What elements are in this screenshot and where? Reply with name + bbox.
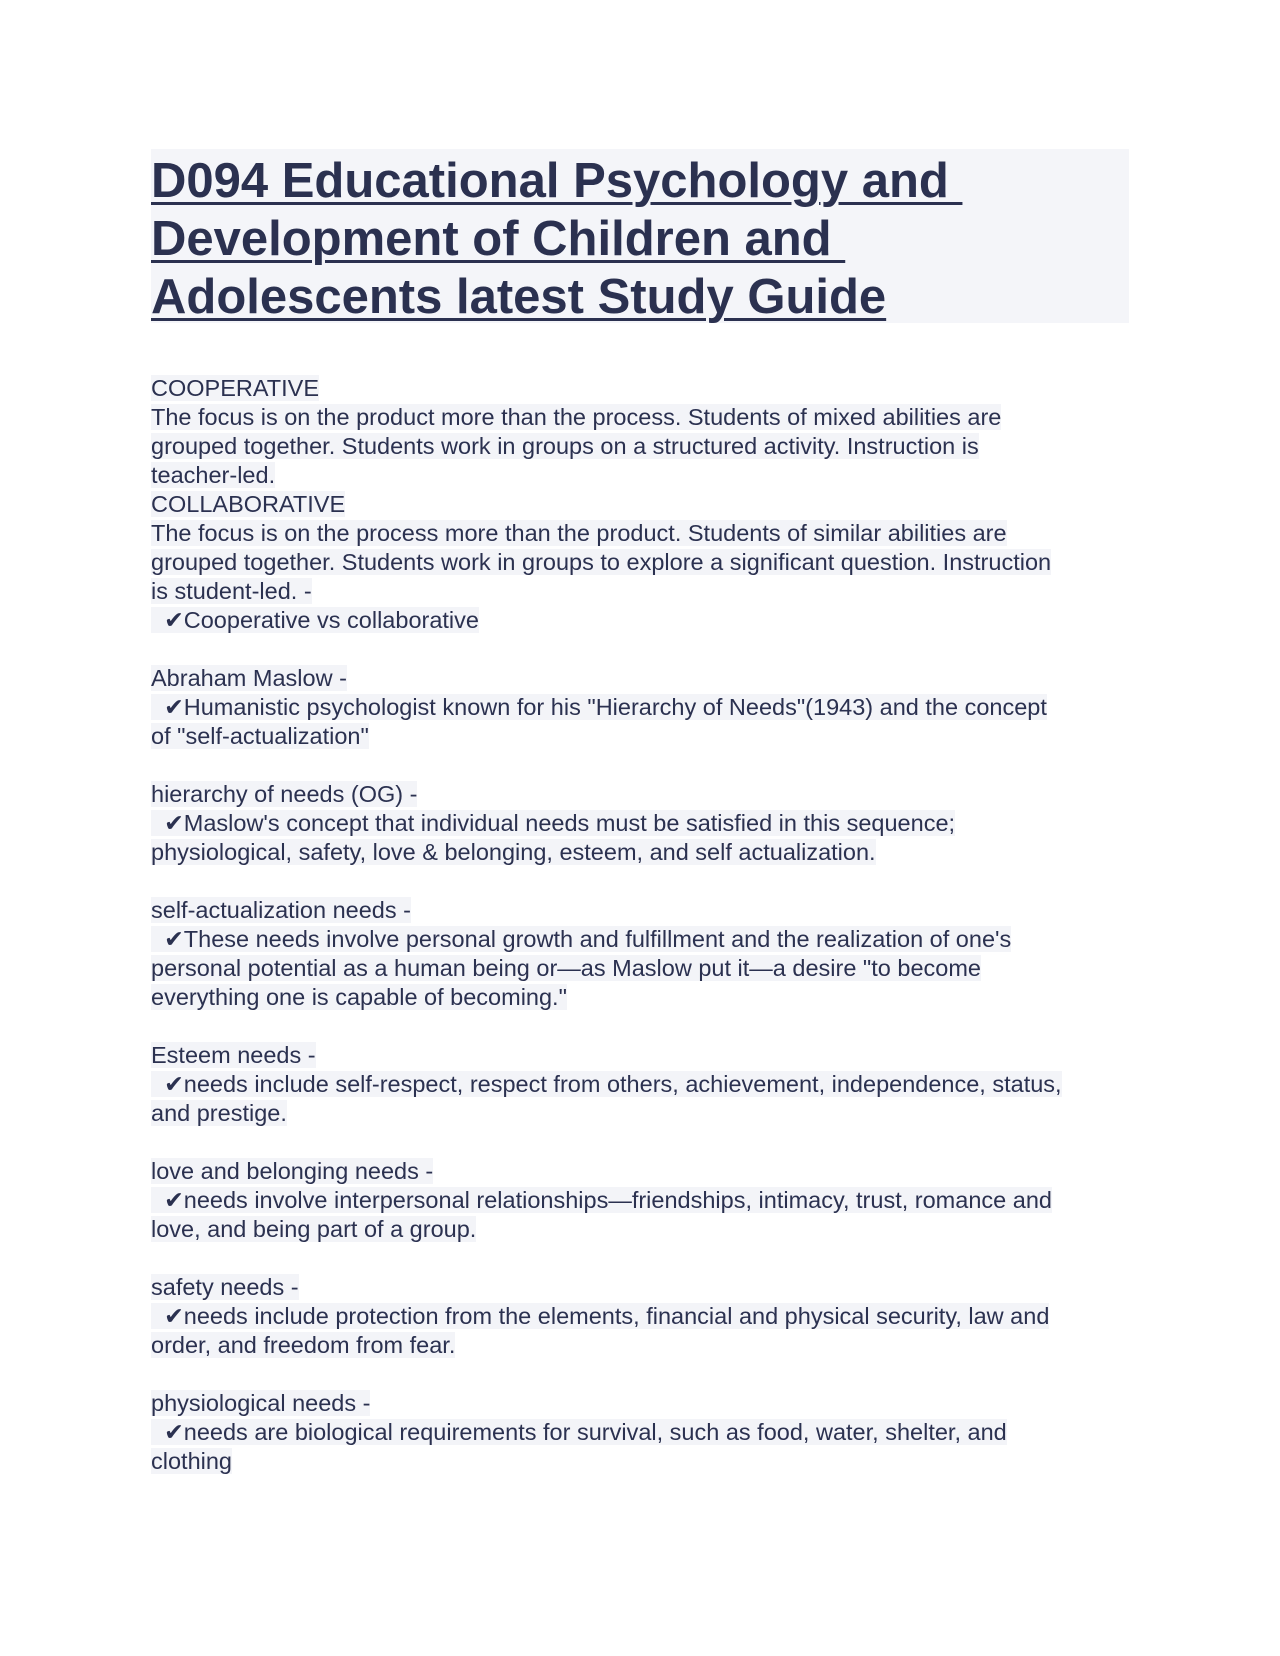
card-answer-line: order, and freedom from fear. bbox=[151, 1332, 456, 1358]
card-term: love and belonging needs - bbox=[151, 1158, 434, 1184]
collaborative-heading: COLLABORATIVE bbox=[151, 491, 346, 517]
title-line: Adolescents latest Study Guide bbox=[151, 270, 887, 324]
collaborative-text-line: is student-led. - bbox=[151, 578, 312, 604]
card-answer-line: needs involve interpersonal relationships—friendships, intimacy, trust, romance and bbox=[183, 1187, 1052, 1213]
card-abraham-maslow bbox=[151, 664, 1141, 751]
card-term: hierarchy of needs (OG) - bbox=[151, 781, 418, 807]
card-cooperative-collaborative bbox=[151, 374, 1141, 635]
card-term: Esteem needs - bbox=[151, 1042, 316, 1068]
card-answer-line: everything one is capable of becoming." bbox=[151, 984, 567, 1010]
check-icon: ✔ bbox=[164, 1071, 184, 1097]
collaborative-text-line: grouped together. Students work in groups to explore a significant question. Instruction bbox=[151, 549, 1052, 575]
card-self-actualization-needs bbox=[151, 896, 1141, 1012]
card-hierarchy-of-needs bbox=[151, 780, 1141, 867]
check-icon: ✔ bbox=[164, 810, 184, 836]
card-answer: Cooperative vs collaborative bbox=[183, 607, 479, 633]
card-answer-line: needs include self-respect, respect from others, achievement, independence, status, bbox=[183, 1071, 1062, 1097]
check-icon: ✔ bbox=[164, 1187, 184, 1213]
card-answer-line: personal potential as a human being or—as Maslow put it—a desire "to become bbox=[151, 955, 981, 981]
check-icon: ✔ bbox=[164, 926, 184, 952]
check-icon: ✔ bbox=[164, 1419, 184, 1445]
collaborative-text-line: The focus is on the process more than the product. Students of similar abilities are bbox=[151, 520, 1007, 546]
cooperative-text-line: The focus is on the product more than the process. Students of mixed abilities are bbox=[151, 404, 1002, 430]
cooperative-heading: COOPERATIVE bbox=[151, 375, 320, 401]
card-term: self-actualization needs - bbox=[151, 897, 411, 923]
card-answer-line: needs are biological requirements for survival, such as food, water, shelter, and bbox=[183, 1419, 1007, 1445]
card-answer-line: of "self-actualization" bbox=[151, 723, 369, 749]
card-safety-needs bbox=[151, 1273, 1141, 1360]
card-love-belonging-needs bbox=[151, 1157, 1141, 1244]
card-esteem-needs bbox=[151, 1041, 1141, 1128]
check-icon: ✔ bbox=[164, 607, 184, 633]
cooperative-text-line: teacher-led. bbox=[151, 462, 276, 488]
card-term: physiological needs - bbox=[151, 1390, 371, 1416]
title-line: D094 Educational Psychology and bbox=[151, 154, 963, 208]
card-term: Abraham Maslow - bbox=[151, 665, 347, 691]
card-answer-line: physiological, safety, love & belonging, esteem, and self actualization. bbox=[151, 839, 876, 865]
card-term: safety needs - bbox=[151, 1274, 299, 1300]
card-answer-line: love, and being part of a group. bbox=[151, 1216, 477, 1242]
card-answer-line: and prestige. bbox=[151, 1100, 287, 1126]
card-answer-line: These needs involve personal growth and fulfillment and the realization of one's bbox=[183, 926, 1012, 952]
card-answer-line: Maslow's concept that individual needs must be satisfied in this sequence; bbox=[183, 810, 956, 836]
check-icon: ✔ bbox=[164, 694, 184, 720]
document-title bbox=[151, 152, 1129, 326]
card-physiological-needs bbox=[151, 1389, 1141, 1476]
card-answer-line: Humanistic psychologist known for his "Hierarchy of Needs"(1943) and the concept bbox=[183, 694, 1047, 720]
cooperative-text-line: grouped together. Students work in groups on a structured activity. Instruction is bbox=[151, 433, 979, 459]
card-answer-line: clothing bbox=[151, 1448, 232, 1474]
card-answer-line: needs include protection from the elements, financial and physical security, law and bbox=[183, 1303, 1050, 1329]
title-line: Development of Children and bbox=[151, 212, 846, 266]
check-icon: ✔ bbox=[164, 1303, 184, 1329]
study-guide-content bbox=[151, 374, 1141, 1476]
